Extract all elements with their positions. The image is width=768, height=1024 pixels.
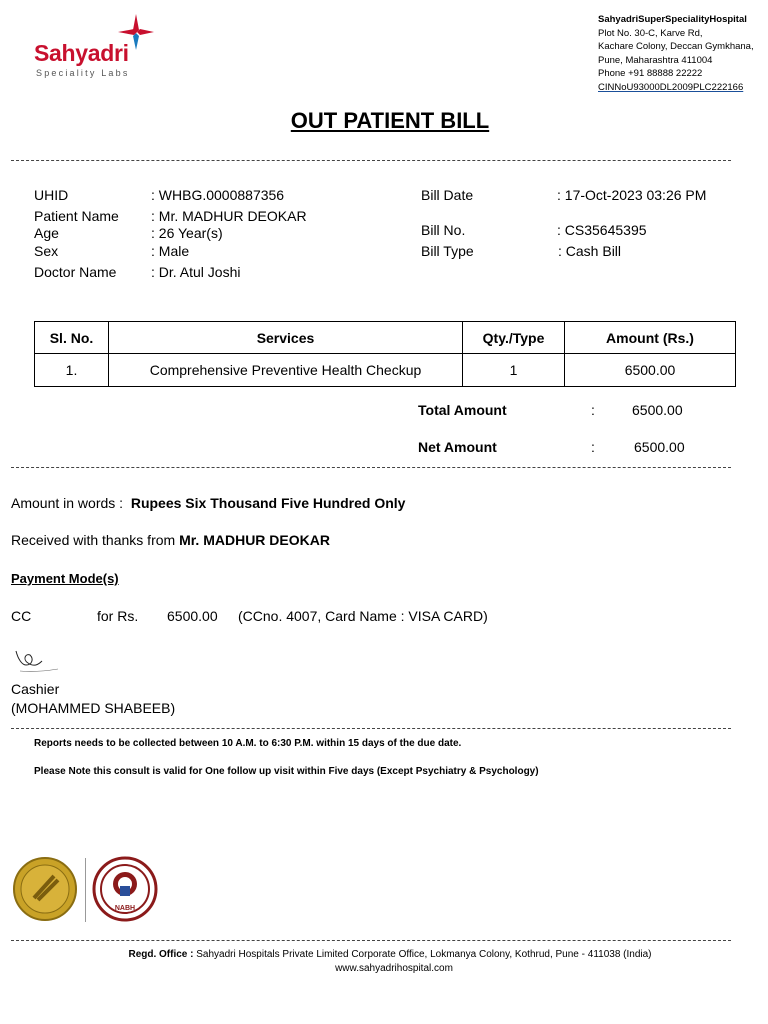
divider: [11, 940, 731, 941]
bill-no-value: : CS35645395: [557, 222, 647, 238]
total-amount-value: 6500.00: [632, 402, 683, 418]
payment-mode: CC: [11, 608, 32, 624]
cell-sl-no: 1.: [35, 354, 109, 387]
services-table: [34, 321, 736, 387]
cell-amount: 6500.00: [565, 354, 736, 387]
signature: [12, 645, 62, 675]
table-header-row: [35, 322, 736, 354]
note-line-1: Reports needs to be collected between 10 A.M. to 6:30 P.M. within 15 days of the due date.: [34, 738, 462, 749]
cashier-name: (MOHAMMED SHABEEB): [11, 700, 176, 716]
address-line-3: Pune, Maharashtra 411004: [598, 54, 713, 66]
bill-no-label: Bill No.: [421, 222, 466, 238]
amount-in-words-label: Amount in words :: [11, 495, 124, 511]
net-amount-value: 6500.00: [634, 439, 685, 455]
net-amount-label: Net Amount: [418, 439, 497, 455]
doctor-label: Doctor Name: [34, 264, 117, 280]
cell-qty: 1: [463, 354, 565, 387]
logo-name: Sahyadri: [34, 40, 129, 66]
footer-office-text: Sahyadri Hospitals Private Limited Corporate Office, Lokmanya Colony, Kothrud, Pune - 411038 (India): [196, 949, 652, 960]
patient-name-label: Patient Name: [34, 208, 119, 224]
age-value: : 26 Year(s): [151, 225, 223, 241]
logo-subtitle: Speciality Labs: [36, 68, 130, 78]
net-amount-colon: :: [591, 439, 595, 455]
sex-value: : Male: [151, 243, 190, 259]
age-label: Age: [34, 225, 59, 241]
doctor-value: : Dr. Atul Joshi: [151, 264, 241, 280]
nabh-text: NABH: [114, 905, 136, 912]
note-line-2: Please Note this consult is valid for One follow up visit within Five days (Except Psychiatry & Psychology): [34, 766, 539, 777]
divider: [11, 467, 731, 468]
amount-in-words: [11, 495, 405, 511]
nabh-badge-icon: [92, 856, 158, 922]
hospital-phone: Phone +91 88888 22222: [598, 68, 703, 79]
header-services: Services: [109, 322, 463, 354]
bill-date-label: Bill Date: [421, 187, 474, 203]
address-line-2: Kachare Colony, Deccan Gymkhana,: [598, 41, 754, 52]
address-line-1: Plot No. 30-C, Karve Rd,: [598, 27, 703, 39]
header-amount: Amount (Rs.): [565, 322, 736, 354]
uhid-value: : WHBG.0000887356: [151, 187, 285, 203]
page-title: OUT PATIENT BILL: [290, 108, 490, 133]
hospital-cin: CINNoU93000DL2009PLC222166: [598, 81, 744, 93]
bill-type-label: Bill Type: [421, 243, 474, 259]
footer-office: [0, 949, 768, 960]
cell-service: Comprehensive Preventive Health Checkup: [109, 354, 463, 387]
footer-website: www.sahyadrihospital.com: [335, 963, 453, 974]
hospital-address: [598, 13, 766, 94]
divider: [11, 160, 731, 161]
amount-in-words-value: Rupees Six Thousand Five Hundred Only: [130, 495, 406, 511]
payment-details: (CCno. 4007, Card Name : VISA CARD): [238, 608, 488, 624]
header-sl-no: Sl. No.: [35, 322, 109, 354]
uhid-label: UHID: [34, 187, 69, 203]
received-from: [11, 532, 330, 548]
total-amount-label: Total Amount: [418, 402, 507, 418]
divider: [11, 728, 731, 729]
logo: [34, 12, 159, 82]
payment-for-label: for Rs.: [97, 608, 139, 624]
patient-name-value: : Mr. MADHUR DEOKAR: [151, 208, 307, 224]
bill-type-value: : Cash Bill: [558, 243, 622, 259]
received-name: Mr. MADHUR DEOKAR: [179, 532, 330, 548]
payment-heading: Payment Mode(s): [11, 571, 119, 586]
hospital-name: SahyadriSuperSpecialityHospital: [598, 14, 747, 25]
total-amount-colon: :: [591, 402, 595, 418]
header-qty: Qty./Type: [463, 322, 565, 354]
received-label: Received with thanks from: [11, 532, 176, 548]
gold-seal-icon: [12, 856, 78, 922]
table-row: [35, 354, 736, 387]
bill-date-value: : 17-Oct-2023 03:26 PM: [557, 187, 707, 203]
badge-separator: [85, 858, 86, 922]
cashier-label: Cashier: [11, 681, 60, 697]
sex-label: Sex: [34, 243, 59, 259]
payment-amount: 6500.00: [167, 608, 218, 624]
footer-office-label: Regd. Office :: [128, 949, 194, 960]
accreditation-badges: [12, 850, 312, 930]
